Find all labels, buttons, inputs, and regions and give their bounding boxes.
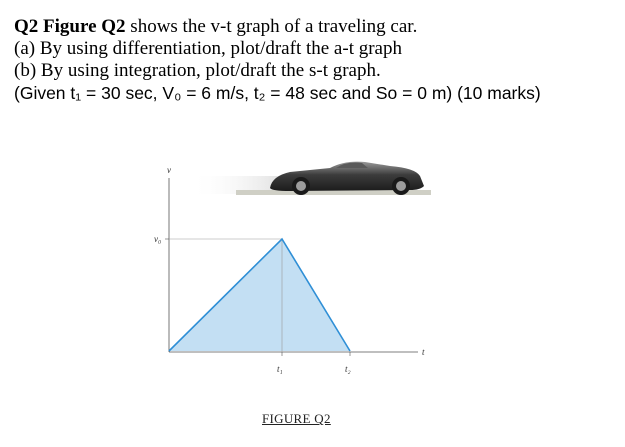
area-under-curve	[169, 239, 350, 351]
question-part-a: (a) By using differentiation, plot/draft the a-t graph	[14, 38, 402, 59]
y-axis-label: v	[167, 165, 171, 175]
question-given-values: (Given t₁ = 30 sec, V₀ = 6 m/s, t₂ = 48 sec and So = 0 m) (10 marks)	[14, 83, 541, 103]
sports-car-icon	[190, 162, 431, 195]
t2-label: t₂	[345, 364, 351, 374]
x-axis-label: t	[422, 347, 425, 357]
question-intro: shows the v-t graph of a traveling car.	[125, 16, 418, 37]
v0-label: v₀	[154, 234, 162, 244]
t1-label: t₁	[277, 364, 283, 374]
v-t-graph	[154, 165, 425, 374]
question-part-b: (b) By using integration, plot/draft the s-t graph.	[14, 60, 381, 81]
figure-caption: FIGURE Q2	[262, 411, 331, 426]
question-label: Q2 Figure Q2	[14, 16, 126, 37]
